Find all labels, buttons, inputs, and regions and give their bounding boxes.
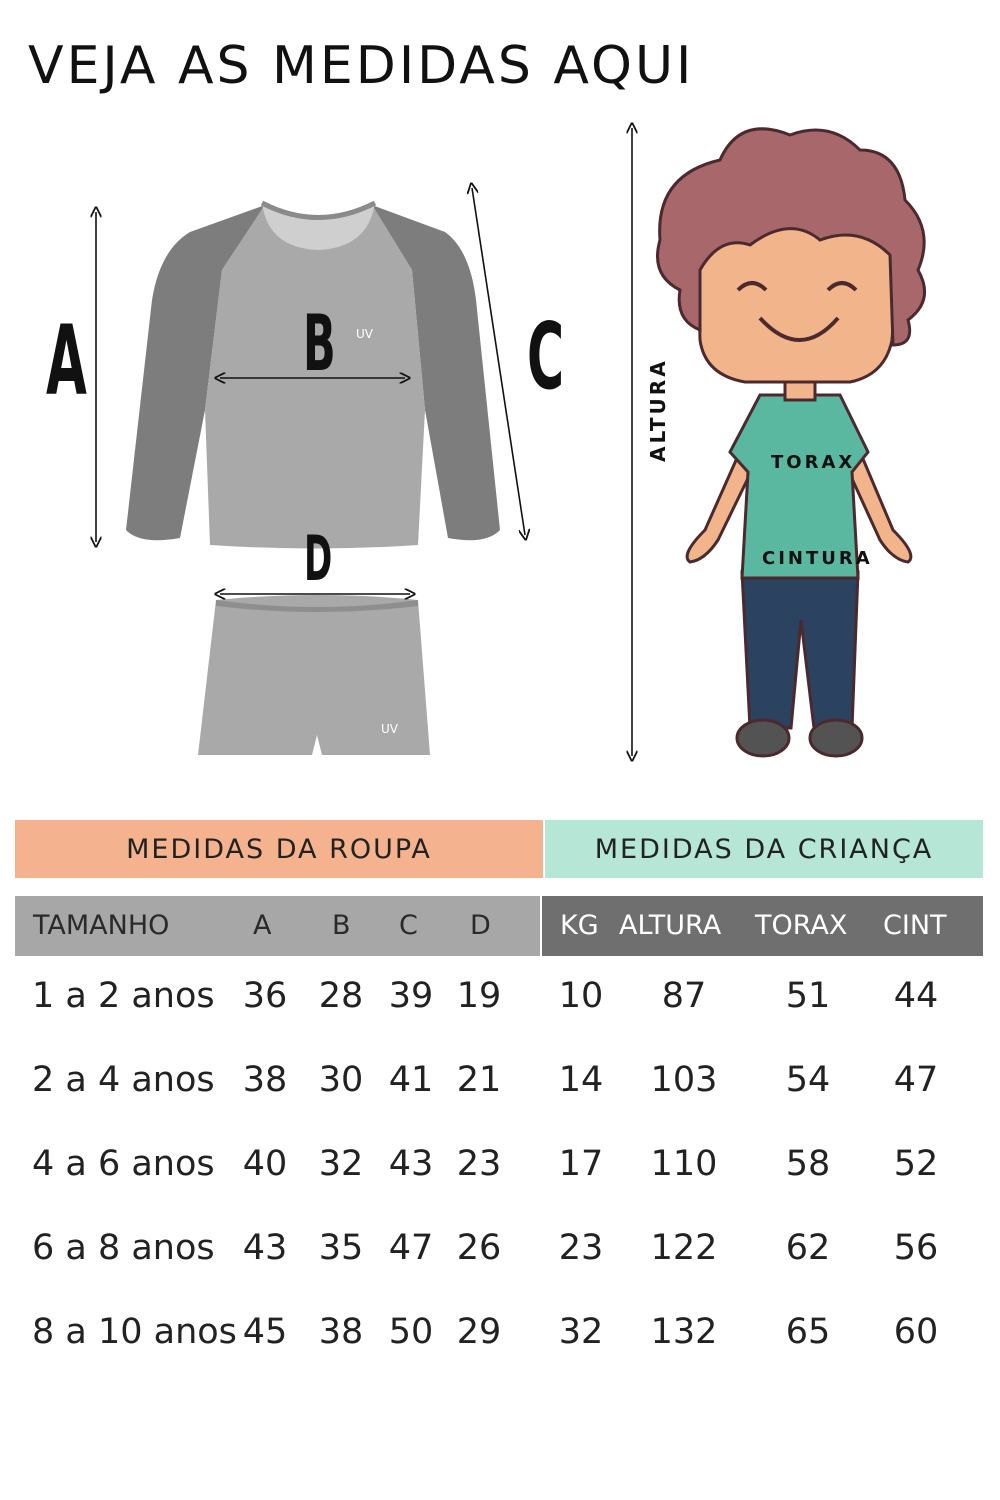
cell-a: 36 [242, 976, 288, 1016]
cell-d: 23 [456, 1144, 502, 1184]
header-medidas-roupa: MEDIDAS DA ROUPA [15, 820, 543, 878]
cell-altura: 110 [650, 1144, 718, 1184]
altura-label: ALTURA [646, 358, 670, 462]
cell-cint: 52 [893, 1144, 939, 1184]
cell-a: 40 [242, 1144, 288, 1184]
cell-d: 21 [456, 1060, 502, 1100]
cell-altura: 132 [650, 1312, 718, 1352]
cell-kg: 14 [558, 1060, 604, 1100]
col-kg: KG [560, 910, 599, 941]
cell-d: 29 [456, 1312, 502, 1352]
column-header-crianca [542, 896, 983, 956]
header-medidas-crianca: MEDIDAS DA CRIANÇA [545, 820, 983, 878]
cell-cint: 47 [893, 1060, 939, 1100]
cell-altura: 122 [650, 1228, 718, 1268]
cell-d: 26 [456, 1228, 502, 1268]
cell-altura: 87 [661, 976, 707, 1016]
cell-a: 45 [242, 1312, 288, 1352]
cell-b: 35 [318, 1228, 364, 1268]
cell-tamanho: 8 a 10 anos [32, 1312, 237, 1352]
cell-altura: 103 [650, 1060, 718, 1100]
col-a: A [253, 910, 272, 941]
col-d: D [470, 910, 491, 941]
cell-torax: 54 [785, 1060, 831, 1100]
size-diagram [0, 110, 1000, 790]
col-cint: CINT [883, 910, 947, 941]
cell-d: 19 [456, 976, 502, 1016]
col-altura: ALTURA [619, 910, 722, 941]
col-torax: TORAX [755, 910, 848, 941]
cell-a: 43 [242, 1228, 288, 1268]
cell-b: 38 [318, 1312, 364, 1352]
uv-logo: UV [356, 327, 373, 341]
cell-c: 47 [388, 1228, 434, 1268]
cell-tamanho: 1 a 2 anos [32, 976, 215, 1016]
cell-kg: 17 [558, 1144, 604, 1184]
cell-torax: 58 [785, 1144, 831, 1184]
cell-c: 43 [388, 1144, 434, 1184]
cell-c: 50 [388, 1312, 434, 1352]
child-illustration [658, 129, 925, 756]
cell-tamanho: 6 a 8 anos [32, 1228, 215, 1268]
uv-logo-shorts: UV [381, 722, 398, 736]
cell-cint: 56 [893, 1228, 939, 1268]
label-c: C [527, 302, 565, 411]
cell-tamanho: 4 a 6 anos [32, 1144, 215, 1184]
torax-label: TORAX [771, 452, 856, 473]
label-b: B [303, 298, 336, 389]
cell-b: 28 [318, 976, 364, 1016]
col-b: B [332, 910, 351, 941]
col-tamanho: TAMANHO [33, 910, 170, 941]
cell-tamanho: 2 a 4 anos [32, 1060, 215, 1100]
cell-c: 41 [388, 1060, 434, 1100]
cell-torax: 62 [785, 1228, 831, 1268]
column-header-roupa [15, 896, 540, 956]
cell-a: 38 [242, 1060, 288, 1100]
cell-kg: 23 [558, 1228, 604, 1268]
col-c: C [399, 910, 418, 941]
cell-b: 32 [318, 1144, 364, 1184]
cell-torax: 65 [785, 1312, 831, 1352]
cell-torax: 51 [785, 976, 831, 1016]
cell-cint: 44 [893, 976, 939, 1016]
page-title: VEJA AS MEDIDAS AQUI [28, 36, 695, 96]
cell-b: 30 [318, 1060, 364, 1100]
cell-kg: 10 [558, 976, 604, 1016]
cell-c: 39 [388, 976, 434, 1016]
label-d: D [304, 522, 333, 595]
cell-kg: 32 [558, 1312, 604, 1352]
shorts-illustration [198, 595, 430, 755]
label-a: A [45, 306, 87, 418]
cell-cint: 60 [893, 1312, 939, 1352]
cintura-label: CINTURA [762, 548, 873, 569]
